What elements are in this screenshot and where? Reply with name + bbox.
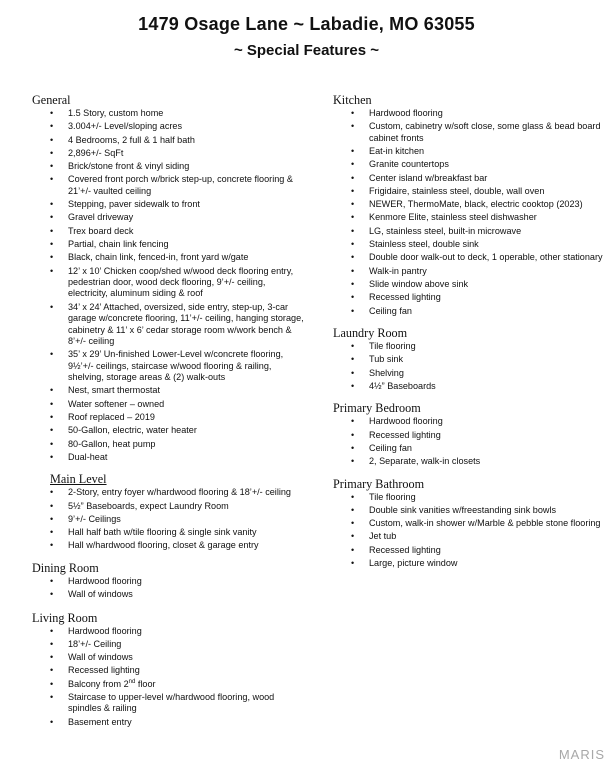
feature-item: • 2,896+/- SqFt bbox=[68, 148, 307, 159]
feature-item: • 1.5 Story, custom home bbox=[68, 108, 307, 119]
feature-item: • Custom, walk-in shower w/Marble & pebble stone flooring bbox=[369, 518, 603, 529]
feature-item: • Walk-in pantry bbox=[369, 266, 603, 277]
feature-item: • Stepping, paver sidewalk to front bbox=[68, 199, 307, 210]
feature-list bbox=[333, 341, 603, 392]
feature-item: • Recessed lighting bbox=[369, 545, 603, 556]
feature-item: • Recessed lighting bbox=[68, 665, 307, 676]
feature-item: • 34’ x 24’ Attached, oversized, side entry, step-up, 3-car garage w/concrete flooring, 11’+/- ceiling, hanging storage, cabinetry & 11’ x 6’ cedar storage room w/work bench & 8’+/- ceiling bbox=[68, 302, 307, 348]
feature-item: • 18’+/- Ceiling bbox=[68, 639, 307, 650]
section-heading: Dining Room bbox=[32, 560, 99, 575]
section-laundry-room bbox=[333, 327, 603, 392]
feature-item: • Wall of windows bbox=[68, 589, 307, 600]
feature-item: • Frigidaire, stainless steel, double, wall oven bbox=[369, 186, 603, 197]
feature-item: • Hall w/hardwood flooring, closet & garage entry bbox=[68, 540, 307, 551]
feature-item: • Covered front porch w/brick step-up, concrete flooring & 21’+/- vaulted ceiling bbox=[68, 174, 307, 197]
feature-item: • Stainless steel, double sink bbox=[369, 239, 603, 250]
feature-list bbox=[32, 626, 307, 729]
section-heading: Living Room bbox=[32, 610, 98, 625]
feature-list bbox=[333, 108, 603, 317]
feature-item: • Center island w/breakfast bar bbox=[369, 173, 603, 184]
feature-item: • 2, Separate, walk-in closets bbox=[369, 456, 603, 467]
feature-item: • Nest, smart thermostat bbox=[68, 385, 307, 396]
feature-item: • Roof replaced – 2019 bbox=[68, 412, 307, 423]
feature-item: • Jet tub bbox=[369, 531, 603, 542]
feature-item: • Ceiling fan bbox=[369, 443, 603, 454]
feature-item: • Hardwood flooring bbox=[68, 626, 307, 637]
feature-item: • 80-Gallon, heat pump bbox=[68, 439, 307, 450]
feature-item: • 12’ x 10’ Chicken coop/shed w/wood deck flooring entry, pedestrian door, wood deck flooring, 9’+/- ceiling, electricity, aluminum siding & roof bbox=[68, 266, 307, 300]
feature-item: • Water softener – owned bbox=[68, 399, 307, 410]
feature-item: • Brick/stone front & vinyl siding bbox=[68, 161, 307, 172]
feature-item: • Black, chain link, fenced-in, front yard w/gate bbox=[68, 252, 307, 263]
feature-item: • Tub sink bbox=[369, 354, 603, 365]
feature-item: • Balcony from 2nd floor bbox=[68, 679, 307, 690]
feature-item: • 4 Bedrooms, 2 full & 1 half bath bbox=[68, 135, 307, 146]
feature-list bbox=[32, 487, 307, 552]
feature-list bbox=[333, 416, 603, 467]
feature-item: • Large, picture window bbox=[369, 558, 603, 569]
feature-item: • Hardwood flooring bbox=[68, 576, 307, 587]
feature-item: • Partial, chain link fencing bbox=[68, 239, 307, 250]
feature-item: • Staircase to upper-level w/hardwood flooring, wood spindles & railing bbox=[68, 692, 307, 715]
feature-item: • Granite countertops bbox=[369, 159, 603, 170]
feature-item: • LG, stainless steel, built-in microwave bbox=[369, 226, 603, 237]
section-general bbox=[32, 94, 307, 463]
feature-item: • Hall half bath w/tile flooring & single sink vanity bbox=[68, 527, 307, 538]
feature-list bbox=[32, 108, 307, 463]
right-column bbox=[333, 94, 603, 571]
section-heading: General bbox=[32, 93, 71, 107]
section-kitchen bbox=[333, 94, 603, 317]
feature-item: • 5½” Baseboards, expect Laundry Room bbox=[68, 501, 307, 512]
section-main-level bbox=[32, 473, 307, 552]
section-primary-bedroom bbox=[333, 402, 603, 467]
feature-item: • Hardwood flooring bbox=[369, 108, 603, 119]
section-heading: Kitchen bbox=[333, 93, 372, 107]
section-heading: Primary Bedroom bbox=[333, 401, 421, 416]
feature-item: • 50-Gallon, electric, water heater bbox=[68, 425, 307, 436]
feature-item: • Kenmore Elite, stainless steel dishwasher bbox=[369, 212, 603, 223]
feature-item: • Custom, cabinetry w/soft close, some glass & bead board cabinet fronts bbox=[369, 121, 603, 144]
feature-item: • 9’+/- Ceilings bbox=[68, 514, 307, 525]
feature-item: • Tile flooring bbox=[369, 492, 603, 503]
feature-item: • Double door walk-out to deck, 1 operable, other stationary bbox=[369, 252, 603, 263]
feature-item: • Double sink vanities w/freestanding sink bowls bbox=[369, 505, 603, 516]
feature-item: • 35’ x 29’ Un-finished Lower-Level w/concrete flooring, 9½’+/- ceilings, staircase w/wood flooring & railing, shelving, storage areas & (2) walk-outs bbox=[68, 349, 307, 383]
feature-item: • Hardwood flooring bbox=[369, 416, 603, 427]
feature-item: • 3.004+/- Level/sloping acres bbox=[68, 121, 307, 132]
section-living-room bbox=[32, 612, 307, 729]
feature-item: • Eat-in kitchen bbox=[369, 146, 603, 157]
section-heading: Main Level bbox=[50, 472, 107, 487]
feature-item: • NEWER, ThermoMate, black, electric cooktop (2023) bbox=[369, 199, 603, 210]
feature-list bbox=[333, 492, 603, 570]
feature-item: • Gravel driveway bbox=[68, 212, 307, 223]
page-title: 1479 Osage Lane ~ Labadie, MO 63055 bbox=[138, 14, 475, 34]
feature-item: • Recessed lighting bbox=[369, 292, 603, 303]
feature-item: • 4½” Baseboards bbox=[369, 381, 603, 392]
feature-item: • Trex board deck bbox=[68, 226, 307, 237]
feature-item: • Slide window above sink bbox=[369, 279, 603, 290]
section-dining-room bbox=[32, 562, 307, 601]
feature-item: • Dual-heat bbox=[68, 452, 307, 463]
feature-item: • Wall of windows bbox=[68, 652, 307, 663]
feature-item: • Recessed lighting bbox=[369, 430, 603, 441]
left-column bbox=[32, 94, 307, 730]
feature-item: • Ceiling fan bbox=[369, 306, 603, 317]
feature-item: • Basement entry bbox=[68, 717, 307, 728]
section-heading: Laundry Room bbox=[333, 325, 408, 340]
section-heading: Primary Bathroom bbox=[333, 476, 425, 491]
feature-item: • Tile flooring bbox=[369, 341, 603, 352]
section-primary-bathroom bbox=[333, 478, 603, 570]
feature-list bbox=[32, 576, 307, 601]
page-subtitle: ~ Special Features ~ bbox=[233, 42, 380, 59]
feature-item: • Shelving bbox=[369, 368, 603, 379]
maris-watermark: MARIS bbox=[558, 747, 605, 762]
page-header bbox=[0, 14, 613, 59]
feature-item: • 2-Story, entry foyer w/hardwood flooring & 18’+/- ceiling bbox=[68, 487, 307, 498]
